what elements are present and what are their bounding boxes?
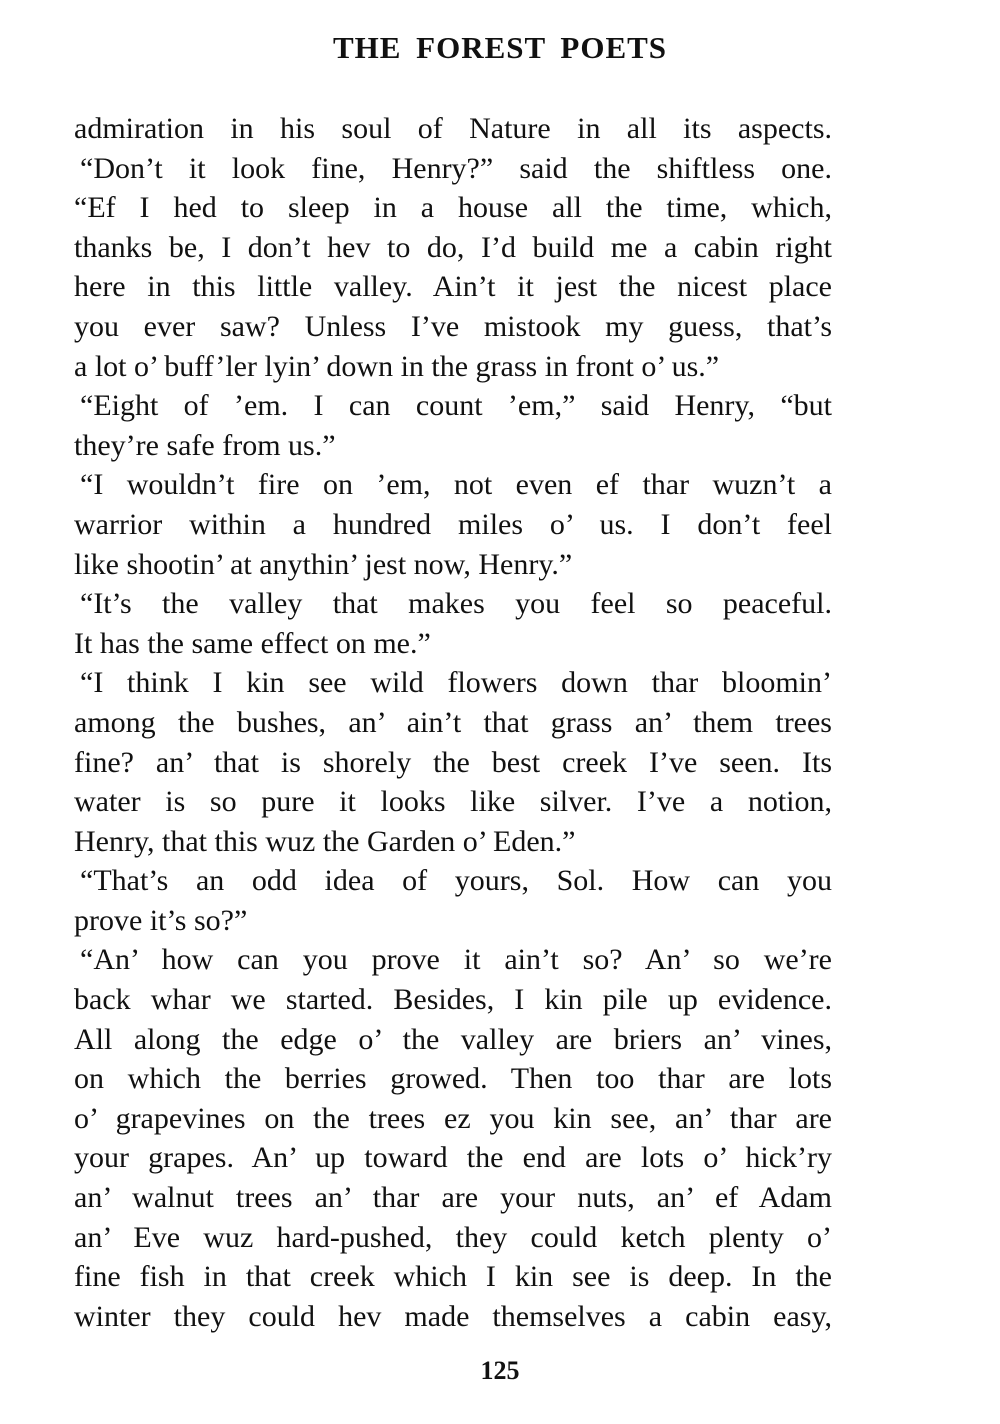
text-line: “An’ how can you prove it ain’t so? An’ so we’re	[80, 943, 832, 977]
text-line: you ever saw? Unless I’ve mistook my guess, that’s	[74, 309, 832, 343]
text-line: “Eight of ’em. I can count ’em,” said Henry, “but	[80, 389, 832, 423]
text-line: “Don’t it look fine, Henry?” said the shiftless one.	[80, 151, 832, 185]
text-line: warrior within a hundred miles o’ us. I don’t feel	[74, 507, 832, 541]
text-line: It has the same effect on me.”	[74, 626, 431, 660]
text-line: among the bushes, an’ ain’t that grass an’ them trees	[74, 705, 832, 739]
text-line: All along the edge o’ the valley are briers an’ vines,	[74, 1022, 832, 1056]
text-line: your grapes. An’ up toward the end are lots o’ hick’ry	[74, 1141, 832, 1175]
text-line: they’re safe from us.”	[74, 428, 336, 462]
text-line: an’ walnut trees an’ thar are your nuts, an’ ef Adam	[74, 1181, 832, 1215]
text-line: prove it’s so?”	[74, 903, 248, 937]
body-text	[74, 109, 832, 1336]
running-head: THE FOREST POETS	[332, 30, 668, 65]
text-line: fine fish in that creek which I kin see is deep. In the	[74, 1260, 832, 1294]
text-line: “Ef I hed to sleep in a house all the time, which,	[74, 191, 832, 225]
text-line: “I think I kin see wild flowers down thar bloomin’	[80, 666, 832, 700]
text-line: fine? an’ that is shorely the best creek I’ve seen. Its	[74, 745, 832, 779]
text-line: winter they could hev made themselves a cabin easy,	[74, 1299, 832, 1333]
text-line: “That’s an odd idea of yours, Sol. How can you	[80, 864, 832, 898]
text-line: like shootin’ at anythin’ jest now, Henry.”	[74, 547, 573, 581]
text-line: Henry, that this wuz the Garden o’ Eden.”	[74, 824, 576, 858]
text-line: “I wouldn’t fire on ’em, not even ef thar wuzn’t a	[80, 468, 832, 502]
text-line: o’ grapevines on the trees ez you kin see, an’ thar are	[74, 1101, 832, 1135]
text-line: a lot o’ buff’ler lyin’ down in the grass in front o’ us.”	[74, 349, 720, 383]
text-line: back whar we started. Besides, I kin pile up evidence.	[74, 983, 832, 1017]
text-line: on which the berries growed. Then too thar are lots	[74, 1062, 832, 1096]
page-number: 125	[480, 1356, 520, 1385]
text-line: here in this little valley. Ain’t it jest the nicest place	[74, 270, 832, 304]
text-line: admiration in his soul of Nature in all its aspects.	[74, 112, 832, 145]
text-line: an’ Eve wuz hard-pushed, they could ketch plenty o’	[74, 1220, 832, 1254]
text-line: water is so pure it looks like silver. I’ve a notion,	[74, 785, 832, 819]
text-line: “It’s the valley that makes you feel so peaceful.	[80, 587, 832, 621]
text-line: thanks be, I don’t hev to do, I’d build me a cabin right	[74, 230, 832, 264]
